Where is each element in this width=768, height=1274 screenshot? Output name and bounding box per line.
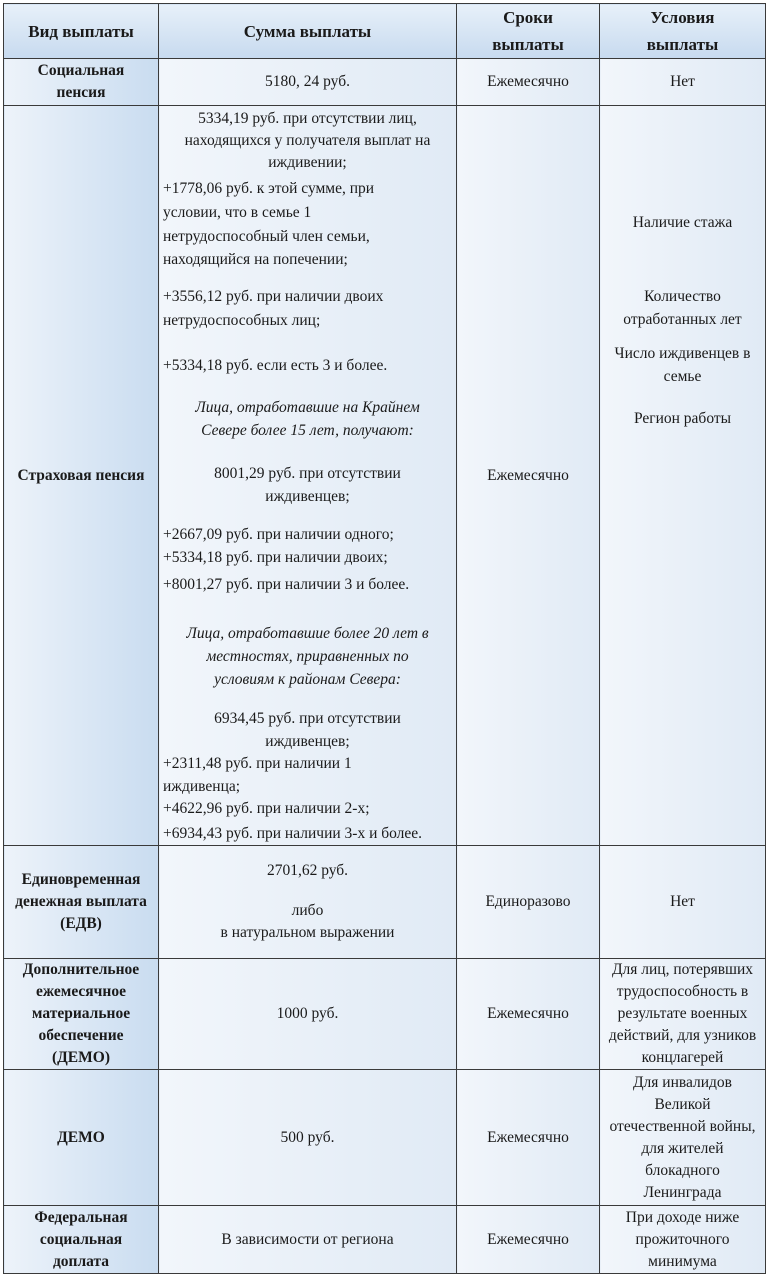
conditions-line: трудоспособность в — [616, 983, 749, 1000]
conditions-line: отечественной войны, — [609, 1117, 756, 1135]
row-type-cell — [4, 59, 159, 106]
amount-line-italic: условиям к районам Севера: — [214, 671, 401, 688]
row-conditions-cell — [600, 106, 766, 846]
amount-line: +2311,48 руб. при наличии 1 — [163, 755, 352, 772]
amount-line: нетрудоспособный член семьи, — [163, 228, 370, 245]
conditions-line: блокадного — [645, 1161, 720, 1179]
row-type-line: социальная — [39, 1230, 123, 1248]
amount-line: в натуральном выражении — [220, 924, 395, 941]
conditions-line: Ленинграда — [643, 1183, 722, 1201]
row-type-line: (ДЕМО) — [51, 1049, 110, 1066]
row-type-cell — [4, 959, 159, 1070]
row-conditions-cell — [600, 1206, 766, 1274]
header-timing-line-2: выплаты — [492, 35, 564, 54]
amount-line-italic: Севере более 15 лет, получают: — [201, 422, 414, 439]
amount-line: 2701,62 руб. — [266, 862, 349, 879]
header-conditions-line-1: Условия — [650, 8, 715, 27]
table-row — [4, 106, 766, 846]
conditions-line: Великой — [654, 1095, 711, 1113]
header-type: Вид выплаты — [4, 4, 159, 59]
conditions-line: семье — [663, 368, 702, 385]
conditions-line: Для лиц, потерявших — [611, 961, 754, 978]
amount-line: 5334,19 руб. при отсутствии лиц, — [198, 110, 417, 127]
row-type-line: обеспечение — [38, 1027, 124, 1044]
row-type-cell: Страховая пенсия — [4, 106, 159, 846]
row-type-line: доплата — [52, 1252, 110, 1270]
row-timing-cell: Единоразово — [457, 846, 600, 959]
amount-line: условии, что в семье 1 — [163, 204, 312, 221]
row-conditions-cell — [600, 1070, 766, 1206]
amount-line: иждивенцев; — [265, 733, 350, 750]
amount-line: +1778,06 руб. к этой сумме, при — [163, 180, 375, 197]
table-row — [4, 1070, 766, 1206]
amount-line: иждивении; — [268, 154, 347, 171]
header-conditions — [600, 4, 766, 59]
amount-line: иждивенца; — [163, 778, 241, 795]
row-type-line: Дополнительное — [22, 961, 140, 978]
header-row — [4, 4, 766, 59]
amount-line: +8001,27 руб. при наличии 3 и более. — [163, 576, 410, 593]
row-conditions-cell: Нет — [600, 59, 766, 106]
amount-line: иждивенцев; — [265, 488, 350, 505]
table-row — [4, 959, 766, 1070]
amount-line: +6934,43 руб. при наличии 3-х и более. — [163, 825, 423, 842]
conditions-line: Регион работы — [633, 410, 732, 427]
amount-line: либо — [291, 902, 324, 919]
row-type-cell: ДЕМО — [4, 1070, 159, 1206]
conditions-line: Для инвалидов — [632, 1073, 733, 1091]
row-amount-cell: 1000 руб. — [159, 959, 457, 1070]
conditions-line: прожиточного — [635, 1230, 730, 1248]
conditions-line: Наличие стажа — [632, 214, 733, 231]
table-row — [4, 59, 766, 106]
row-timing-cell: Ежемесячно — [457, 959, 600, 1070]
conditions-line: концлагерей — [641, 1049, 724, 1066]
row-type-line: материальное — [31, 1005, 131, 1022]
conditions-line: Количество — [644, 288, 721, 305]
row-amount-cell: 5180, 24 руб. — [159, 59, 457, 106]
conditions-line: результате военных — [617, 1005, 748, 1022]
row-amount-cell — [159, 106, 457, 846]
conditions-line: отработанных лет — [623, 311, 742, 328]
row-type-line: Федеральная — [34, 1208, 128, 1226]
header-amount: Сумма выплаты — [159, 4, 457, 59]
amount-line-italic: Лица, отработавшие на Крайнем — [195, 399, 420, 416]
header-conditions-line-2: выплаты — [646, 35, 719, 54]
amount-line: +2667,09 руб. при наличии одного; — [163, 526, 394, 543]
row-type-line: Единовременная — [21, 871, 141, 888]
row-amount-cell: 500 руб. — [159, 1070, 457, 1206]
row-conditions-cell — [600, 959, 766, 1070]
row-type-line: Социальная — [37, 62, 125, 79]
amount-line: находящихся у получателя выплат на — [184, 132, 431, 149]
table-row — [4, 1206, 766, 1274]
amount-line: нетрудоспособных лиц; — [163, 312, 321, 329]
row-amount-cell: В зависимости от региона — [159, 1206, 457, 1274]
amount-line: находящийся на попечении; — [163, 251, 348, 268]
row-timing-cell: Ежемесячно — [457, 106, 600, 846]
header-timing-line-1: Сроки — [503, 8, 553, 27]
conditions-line: минимума — [648, 1252, 717, 1270]
amount-line-italic: местностях, приравненных по — [206, 648, 409, 665]
table-row — [4, 846, 766, 959]
amount-line: +5334,18 руб. при наличии двоих; — [163, 549, 388, 566]
row-type-cell — [4, 1206, 159, 1274]
payments-table — [3, 3, 766, 1274]
amount-line: +5334,18 руб. если есть 3 и более. — [163, 357, 388, 374]
row-timing-cell: Ежемесячно — [457, 1206, 600, 1274]
row-conditions-cell: Нет — [600, 846, 766, 959]
amount-line: 8001,29 руб. при отсутствии — [214, 465, 401, 482]
amount-line: 6934,45 руб. при отсутствии — [214, 710, 401, 727]
row-type-line: ежемесячное — [36, 983, 126, 1000]
conditions-line: Число иждивенцев в — [614, 345, 751, 362]
row-type-line: денежная выплата — [15, 893, 147, 910]
conditions-line: При доходе ниже — [625, 1208, 740, 1226]
amount-line: +4622,96 руб. при наличии 2-х; — [163, 800, 370, 817]
row-type-line: пенсия — [56, 84, 106, 101]
row-type-cell — [4, 846, 159, 959]
row-type-line: (ЕДВ) — [60, 915, 102, 932]
row-amount-cell — [159, 846, 457, 959]
amount-line: +3556,12 руб. при наличии двоих — [163, 288, 384, 305]
row-timing-cell: Ежемесячно — [457, 1070, 600, 1206]
conditions-line: действий, для узников — [608, 1027, 757, 1044]
amount-line-italic: Лица, отработавшие более 20 лет в — [186, 625, 429, 642]
row-timing-cell: Ежемесячно — [457, 59, 600, 106]
conditions-line: для жителей — [641, 1139, 724, 1157]
header-timing — [457, 4, 600, 59]
